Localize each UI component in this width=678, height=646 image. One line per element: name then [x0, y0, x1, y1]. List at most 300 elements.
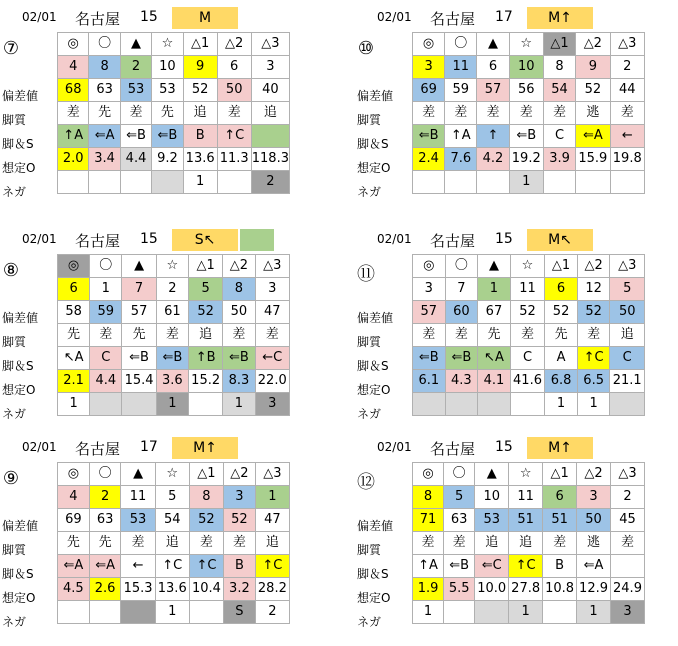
table-cell: ↖A	[478, 347, 511, 370]
table-cell: 69	[58, 509, 90, 532]
mark-cell: △1	[545, 255, 578, 278]
table-row	[413, 555, 645, 578]
mark-cell: ☆	[156, 255, 188, 278]
label-spacer	[2, 282, 54, 306]
table-cell: 4.5	[58, 578, 90, 601]
pace-badge: M↖	[527, 229, 593, 251]
table-cell: 10.0	[475, 578, 509, 601]
row-labels	[357, 258, 409, 426]
table-cell: ⇐B	[152, 125, 183, 148]
table-cell: 3	[255, 393, 289, 416]
table-cell: ↑A	[445, 125, 477, 148]
race-block	[0, 436, 290, 646]
table-cell: 差	[224, 532, 256, 555]
table-cell: 3	[577, 486, 611, 509]
table-cell: C	[543, 125, 575, 148]
table-cell: 追	[475, 532, 509, 555]
table-row	[413, 486, 645, 509]
table-cell: ⇐A	[58, 555, 90, 578]
table-cell: 2	[89, 486, 121, 509]
table-cell: 6	[545, 278, 578, 301]
prediction-table	[57, 462, 290, 624]
table-cell: 50	[217, 79, 251, 102]
table-cell: 63	[89, 509, 121, 532]
race-number: ⑧	[2, 260, 20, 281]
mark-cell: ☆	[509, 33, 543, 56]
table-cell: ⇐B	[413, 347, 446, 370]
table-cell: 61	[156, 301, 188, 324]
table-row	[58, 370, 290, 393]
table-cell	[58, 601, 90, 624]
table-row	[58, 125, 290, 148]
row-label: ネガ	[2, 615, 27, 629]
row-label: 脚質	[2, 543, 27, 557]
race-field-size: 15	[495, 231, 513, 247]
table-cell: 57	[122, 301, 156, 324]
mark-cell: ☆	[509, 463, 543, 486]
mark-row	[413, 33, 645, 56]
mark-cell: △3	[610, 33, 644, 56]
race-field-size: 17	[495, 9, 513, 25]
table-cell	[445, 393, 478, 416]
pace-badge: M↑	[172, 437, 238, 459]
table-cell: 差	[445, 324, 478, 347]
table-cell: ⇐A	[577, 555, 611, 578]
race-number: ⑪	[357, 264, 375, 285]
table-cell: 52	[545, 301, 578, 324]
race-date: 02/01	[22, 10, 57, 24]
table-cell: 差	[444, 532, 475, 555]
race-date: 02/01	[377, 232, 412, 246]
mark-cell: △2	[224, 463, 256, 486]
table-row	[413, 56, 645, 79]
table-cell: 6	[477, 56, 509, 79]
table-cell: B	[224, 555, 256, 578]
race-field-size: 15	[140, 9, 158, 25]
table-cell	[189, 601, 223, 624]
table-cell: 51	[543, 509, 577, 532]
table-cell: ↑	[477, 125, 509, 148]
table-cell: 44	[610, 79, 644, 102]
table-cell: 5	[155, 486, 189, 509]
race-header	[355, 436, 645, 460]
table-cell: 1	[577, 393, 610, 416]
table-cell: 4.1	[478, 370, 511, 393]
race-venue: 名古屋	[75, 10, 121, 28]
table-cell	[610, 393, 645, 416]
table-row	[58, 393, 290, 416]
row-label: 脚＆S	[2, 567, 34, 581]
table-row	[413, 125, 645, 148]
table-cell: B	[543, 555, 577, 578]
table-cell: 追	[255, 532, 289, 555]
table-cell: 47	[255, 509, 289, 532]
table-cell: 11	[509, 486, 543, 509]
table-row	[413, 171, 645, 194]
table-cell: 3	[224, 486, 256, 509]
table-row	[413, 532, 645, 555]
table-cell: 67	[478, 301, 511, 324]
table-cell: 先	[58, 324, 90, 347]
row-label: 偏差値	[2, 519, 39, 533]
table-cell: 差	[255, 324, 289, 347]
table-cell: 差	[90, 324, 122, 347]
table-cell: 3	[611, 601, 645, 624]
table-cell: 3.2	[224, 578, 256, 601]
table-cell: 追	[509, 532, 543, 555]
table-row	[58, 171, 290, 194]
table-cell: B	[183, 125, 217, 148]
mark-cell: △2	[217, 33, 251, 56]
prediction-table	[412, 462, 645, 624]
table-cell	[477, 171, 509, 194]
table-row	[413, 324, 645, 347]
mark-cell: △3	[610, 255, 645, 278]
table-cell: 差	[121, 532, 155, 555]
table-cell	[510, 393, 545, 416]
table-row	[58, 555, 290, 578]
table-row	[58, 56, 290, 79]
table-cell: 追	[155, 532, 189, 555]
mark-cell: ▲	[478, 255, 511, 278]
table-row	[58, 301, 290, 324]
table-cell: 8	[543, 56, 575, 79]
table-cell: ⇐B	[413, 125, 445, 148]
table-row	[413, 347, 645, 370]
table-cell: 19.2	[509, 148, 543, 171]
row-labels	[357, 466, 409, 634]
table-cell: 5.5	[444, 578, 475, 601]
table-cell: 11	[121, 486, 155, 509]
table-cell: 2	[611, 486, 645, 509]
table-cell: ⇐B	[445, 347, 478, 370]
race-venue: 名古屋	[75, 232, 121, 250]
table-cell: 1	[577, 601, 611, 624]
label-spacer	[2, 466, 54, 490]
race-field-size: 15	[140, 231, 158, 247]
table-cell: 8.3	[223, 370, 255, 393]
race-block	[0, 6, 290, 216]
table-cell: 6.1	[413, 370, 446, 393]
mark-cell: ◎	[413, 463, 444, 486]
row-label: 脚質	[2, 335, 27, 349]
race-block	[355, 436, 645, 646]
table-cell: 4	[58, 56, 89, 79]
table-cell: 12.9	[577, 578, 611, 601]
pace-badge: M↑	[527, 7, 593, 29]
race-number: ⑫	[357, 472, 375, 493]
table-cell: ↑C	[577, 347, 610, 370]
table-cell: 11.3	[217, 148, 251, 171]
label-spacer	[2, 258, 54, 282]
table-cell: 54	[155, 509, 189, 532]
mark-cell: △3	[255, 255, 289, 278]
table-cell: 差	[543, 102, 575, 125]
label-spacer	[357, 60, 409, 84]
table-cell: 2	[120, 56, 151, 79]
prediction-table	[412, 254, 645, 416]
table-cell: 57	[413, 301, 446, 324]
table-cell: ←	[610, 125, 644, 148]
table-cell: 63	[444, 509, 475, 532]
table-cell	[413, 393, 446, 416]
table-cell	[120, 171, 151, 194]
table-cell: 5	[188, 278, 222, 301]
row-label: 想定O	[2, 161, 36, 175]
mark-cell: ◎	[58, 463, 90, 486]
table-cell: 15.9	[576, 148, 610, 171]
table-cell: 1	[223, 393, 255, 416]
table-cell: 40	[251, 79, 289, 102]
table-cell: 10	[475, 486, 509, 509]
table-cell: 逃	[577, 532, 611, 555]
table-cell	[121, 601, 155, 624]
pace-badge: M	[172, 7, 238, 29]
table-cell: 41.6	[510, 370, 545, 393]
table-row	[413, 102, 645, 125]
mark-cell: 〇	[444, 463, 475, 486]
table-row	[58, 79, 290, 102]
table-cell: ↑A	[413, 555, 444, 578]
table-cell: 52	[577, 301, 610, 324]
mark-cell: 〇	[445, 33, 477, 56]
table-cell: 9	[576, 56, 610, 79]
label-spacer	[357, 282, 409, 306]
table-row	[413, 393, 645, 416]
table-cell: 52	[510, 301, 545, 324]
row-label: 脚＆S	[2, 359, 34, 373]
race-date: 02/01	[377, 440, 412, 454]
mark-cell: ☆	[155, 463, 189, 486]
table-cell: 59	[90, 301, 122, 324]
table-cell: 51	[509, 509, 543, 532]
row-label: 想定O	[357, 591, 391, 605]
table-cell: 53	[121, 509, 155, 532]
table-row	[413, 278, 645, 301]
table-cell: 52	[224, 509, 256, 532]
table-cell: 差	[413, 324, 446, 347]
table-cell: ⇐C	[475, 555, 509, 578]
table-cell: 差	[413, 102, 445, 125]
row-label: 脚＆S	[2, 137, 34, 151]
table-cell: 53	[475, 509, 509, 532]
table-cell: 先	[89, 102, 120, 125]
label-spacer	[2, 60, 54, 84]
table-cell: ←C	[255, 347, 289, 370]
mark-cell: 〇	[90, 255, 122, 278]
row-label: 脚質	[357, 543, 382, 557]
table-row	[413, 79, 645, 102]
table-cell: 52	[189, 509, 223, 532]
table-row	[58, 102, 290, 125]
label-spacer	[2, 490, 54, 514]
table-row	[413, 601, 645, 624]
table-row	[58, 486, 290, 509]
table-row	[413, 301, 645, 324]
table-cell: 1	[155, 601, 189, 624]
table-row	[58, 324, 290, 347]
row-label: 脚＆S	[357, 359, 389, 373]
race-number: ⑨	[2, 468, 20, 489]
table-cell: C	[510, 347, 545, 370]
table-cell: 2	[251, 171, 289, 194]
label-spacer	[2, 36, 54, 60]
table-cell: 50	[610, 301, 645, 324]
race-date: 02/01	[377, 10, 412, 24]
table-cell: 差	[445, 102, 477, 125]
table-cell: 差	[577, 324, 610, 347]
table-row	[413, 509, 645, 532]
table-cell: 2	[610, 56, 644, 79]
table-cell: 69	[413, 79, 445, 102]
table-cell: 差	[509, 102, 543, 125]
table-row	[413, 148, 645, 171]
table-cell	[90, 393, 122, 416]
table-cell: 差	[510, 324, 545, 347]
pace-badge: M↑	[527, 437, 593, 459]
table-cell: C	[90, 347, 122, 370]
table-cell: 7	[122, 278, 156, 301]
table-cell: 52	[183, 79, 217, 102]
race-venue: 名古屋	[430, 440, 476, 458]
table-cell: 2.6	[89, 578, 121, 601]
table-cell: 1	[255, 486, 289, 509]
table-cell: 5	[610, 278, 645, 301]
table-cell: 3	[251, 56, 289, 79]
table-cell: ↑C	[217, 125, 251, 148]
table-cell: 逃	[576, 102, 610, 125]
row-label: 脚質	[2, 113, 27, 127]
race-field-size: 17	[140, 439, 158, 455]
race-venue: 名古屋	[430, 232, 476, 250]
table-cell: 8	[189, 486, 223, 509]
table-cell: 2	[255, 601, 289, 624]
table-row	[413, 578, 645, 601]
table-cell: ⇐B	[223, 347, 255, 370]
table-cell: 2.0	[58, 148, 89, 171]
table-cell: 差	[223, 324, 255, 347]
table-cell: 3	[255, 278, 289, 301]
table-cell	[188, 393, 222, 416]
row-label: 偏差値	[2, 311, 39, 325]
table-cell: 21.1	[610, 370, 645, 393]
table-cell: C	[610, 347, 645, 370]
mark-cell: 〇	[89, 33, 120, 56]
mark-cell: △1	[543, 463, 577, 486]
race-block	[355, 6, 645, 216]
mark-row	[58, 255, 290, 278]
row-label: 脚質	[357, 113, 382, 127]
mark-cell: ☆	[510, 255, 545, 278]
table-cell: ↖A	[58, 347, 90, 370]
table-cell: 10	[152, 56, 183, 79]
table-cell: 10.8	[543, 578, 577, 601]
table-cell: S	[224, 601, 256, 624]
row-label: 偏差値	[2, 89, 39, 103]
table-cell	[413, 171, 445, 194]
table-cell: 3.9	[543, 148, 575, 171]
mark-cell: △3	[611, 463, 645, 486]
table-cell: 差	[543, 532, 577, 555]
mark-row	[58, 33, 290, 56]
row-label: 脚質	[357, 335, 382, 349]
table-cell: ↑C	[255, 555, 289, 578]
race-date: 02/01	[22, 440, 57, 454]
mark-cell: ◎	[413, 255, 446, 278]
table-cell	[152, 171, 183, 194]
table-cell	[543, 601, 577, 624]
table-cell: A	[545, 347, 578, 370]
table-cell: 4.2	[477, 148, 509, 171]
row-label: 想定O	[357, 383, 391, 397]
mark-cell: △2	[577, 255, 610, 278]
mark-cell: ◎	[413, 33, 445, 56]
row-label: ネガ	[357, 407, 382, 421]
table-cell: 15.3	[121, 578, 155, 601]
table-cell: 8	[223, 278, 255, 301]
table-row	[58, 532, 290, 555]
table-cell: ⇐A	[576, 125, 610, 148]
table-cell: 追	[610, 324, 645, 347]
table-cell: ⇐B	[444, 555, 475, 578]
mark-cell: △2	[223, 255, 255, 278]
table-cell: 22.0	[255, 370, 289, 393]
table-cell: 差	[413, 532, 444, 555]
table-cell: 差	[120, 102, 151, 125]
mark-cell: ▲	[477, 33, 509, 56]
mark-cell: 〇	[445, 255, 478, 278]
table-cell: 7.6	[445, 148, 477, 171]
table-cell: 先	[152, 102, 183, 125]
row-label: 偏差値	[357, 519, 394, 533]
table-cell: 4.4	[90, 370, 122, 393]
table-cell	[445, 171, 477, 194]
table-cell: 追	[183, 102, 217, 125]
mark-cell: ▲	[121, 463, 155, 486]
table-cell: 12	[577, 278, 610, 301]
table-cell: 差	[58, 102, 89, 125]
table-cell: 1	[509, 171, 543, 194]
table-cell: 118.3	[251, 148, 289, 171]
mark-cell: △2	[577, 463, 611, 486]
table-cell	[478, 393, 511, 416]
table-cell: 先	[58, 532, 90, 555]
table-cell: 1	[478, 278, 511, 301]
table-cell: 6	[58, 278, 90, 301]
label-spacer	[357, 490, 409, 514]
row-labels	[2, 36, 54, 204]
race-block	[355, 228, 645, 438]
table-cell: 差	[156, 324, 188, 347]
table-row	[58, 578, 290, 601]
mark-row	[58, 463, 290, 486]
mark-cell: ▲	[120, 33, 151, 56]
table-cell: 13.6	[155, 578, 189, 601]
race-block	[0, 228, 290, 438]
table-cell: 53	[152, 79, 183, 102]
table-cell	[543, 171, 575, 194]
table-cell: 先	[478, 324, 511, 347]
table-cell: 先	[89, 532, 121, 555]
table-cell: 差	[189, 532, 223, 555]
mark-cell: ☆	[152, 33, 183, 56]
mark-cell: ▲	[122, 255, 156, 278]
prediction-table	[57, 32, 290, 194]
table-cell: 15.2	[188, 370, 222, 393]
table-row	[58, 509, 290, 532]
mark-cell: 〇	[89, 463, 121, 486]
row-label: 想定O	[2, 591, 36, 605]
